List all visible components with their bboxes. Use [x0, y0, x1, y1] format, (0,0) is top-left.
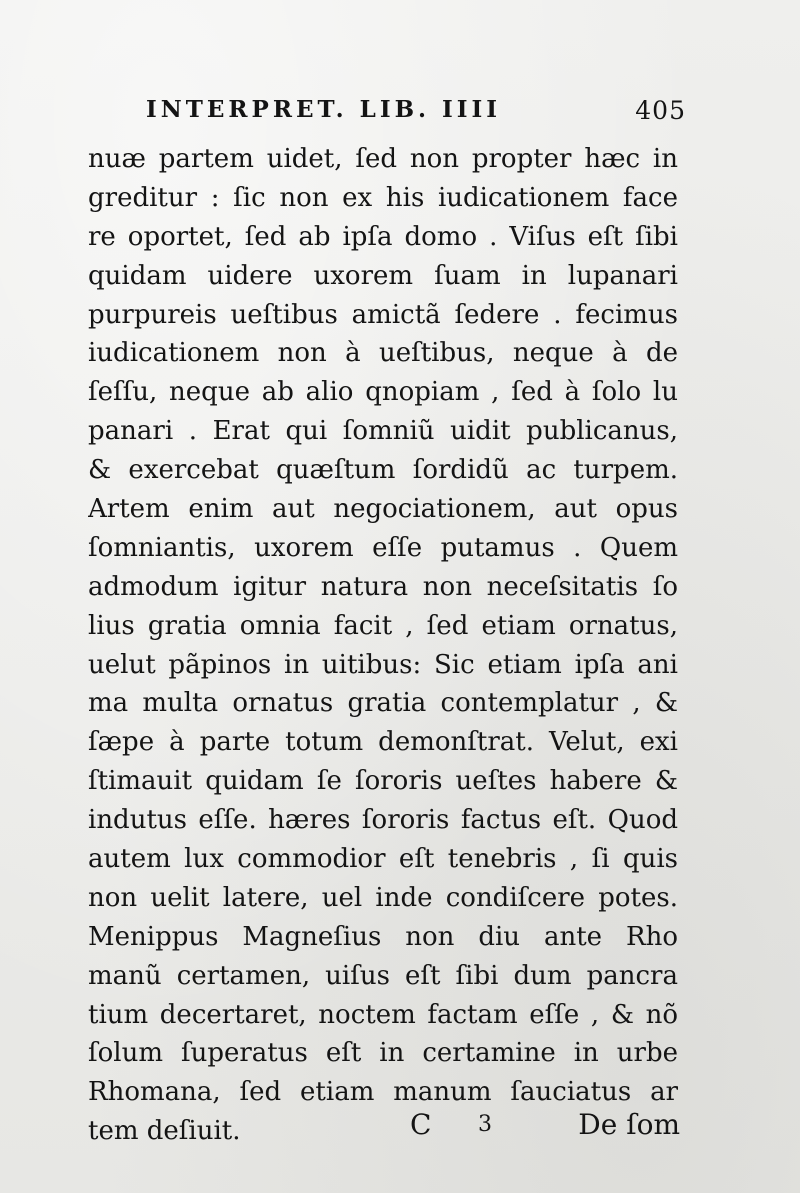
text-line: manũ certamen, uiſus eſt ſibi dum pancra: [88, 960, 678, 991]
text-line: iudicationem non à ueſtibus, neque à de: [88, 338, 678, 369]
text-line: admodum igitur natura non neceſsitatis ſo: [88, 571, 678, 602]
text-line: lius gratia omnia facit , ſed etiam ornatus,: [88, 610, 678, 641]
text-line: & exercebat quæſtum ſordidũ ac turpem.: [88, 455, 678, 486]
text-line: ſæpe à parte totum demonſtrat. Velut, exi: [88, 727, 678, 758]
page-number: 405: [635, 96, 686, 125]
text-line: purpureis ueſtibus amictã ſedere . fecimus: [88, 299, 678, 330]
text-line: ſeſſu, neque ab alio qnopiam , ſed à ſolo lu: [88, 377, 678, 408]
signature-mark: C: [410, 1108, 432, 1141]
text-line: autem lux commodior eſt tenebris , ſi quis: [88, 844, 678, 875]
text-line: ma multa ornatus gratia contemplatur , &: [88, 688, 678, 719]
text-line: ſtimauit quidam ſe ſororis ueſtes habere &: [88, 766, 678, 797]
text-line: Rhomana, ſed etiam manum ſauciatus ar: [88, 1077, 678, 1108]
text-line: Menippus Magneſius non diu ante Rho: [88, 921, 678, 952]
text-line: nuæ partem uidet, ſed non propter hæc in: [88, 144, 678, 174]
text-line: ſomniantis, uxorem eſſe putamus . Quem: [88, 532, 678, 563]
text-line: tem deſiuit.: [88, 1116, 241, 1147]
page-header: [146, 96, 686, 136]
text-line: indutus eſſe. hæres ſororis factus eſt. Quod: [88, 805, 678, 836]
body-text: [88, 140, 678, 1151]
text-line: panari . Erat qui ſomniũ uidit publicanus,: [88, 416, 678, 447]
text-line: quidam uidere uxorem ſuam in lupanari: [88, 260, 678, 291]
catchword: De ſom: [578, 1108, 680, 1141]
text-line: Artem enim aut negociationem, aut opus: [88, 494, 678, 525]
text-line: greditur : ſic non ex his iudicationem face: [88, 182, 678, 213]
running-head: INTERPRET. LIB. IIII: [146, 96, 502, 123]
text-line: ſolum ſuperatus eſt in certamine in urbe: [88, 1038, 678, 1069]
page-footer: [410, 1108, 680, 1152]
signature-number: 3: [478, 1112, 492, 1137]
text-line: tium decertaret, noctem factam eſſe , & nõ: [88, 999, 678, 1030]
text-line: re oportet, ſed ab ipſa domo . Viſus eſt ſibi: [88, 221, 678, 252]
text-line: uelut pãpinos in uitibus: Sic etiam ipſa ani: [88, 649, 678, 680]
text-line: non uelit latere, uel inde condiſcere potes.: [88, 882, 678, 913]
